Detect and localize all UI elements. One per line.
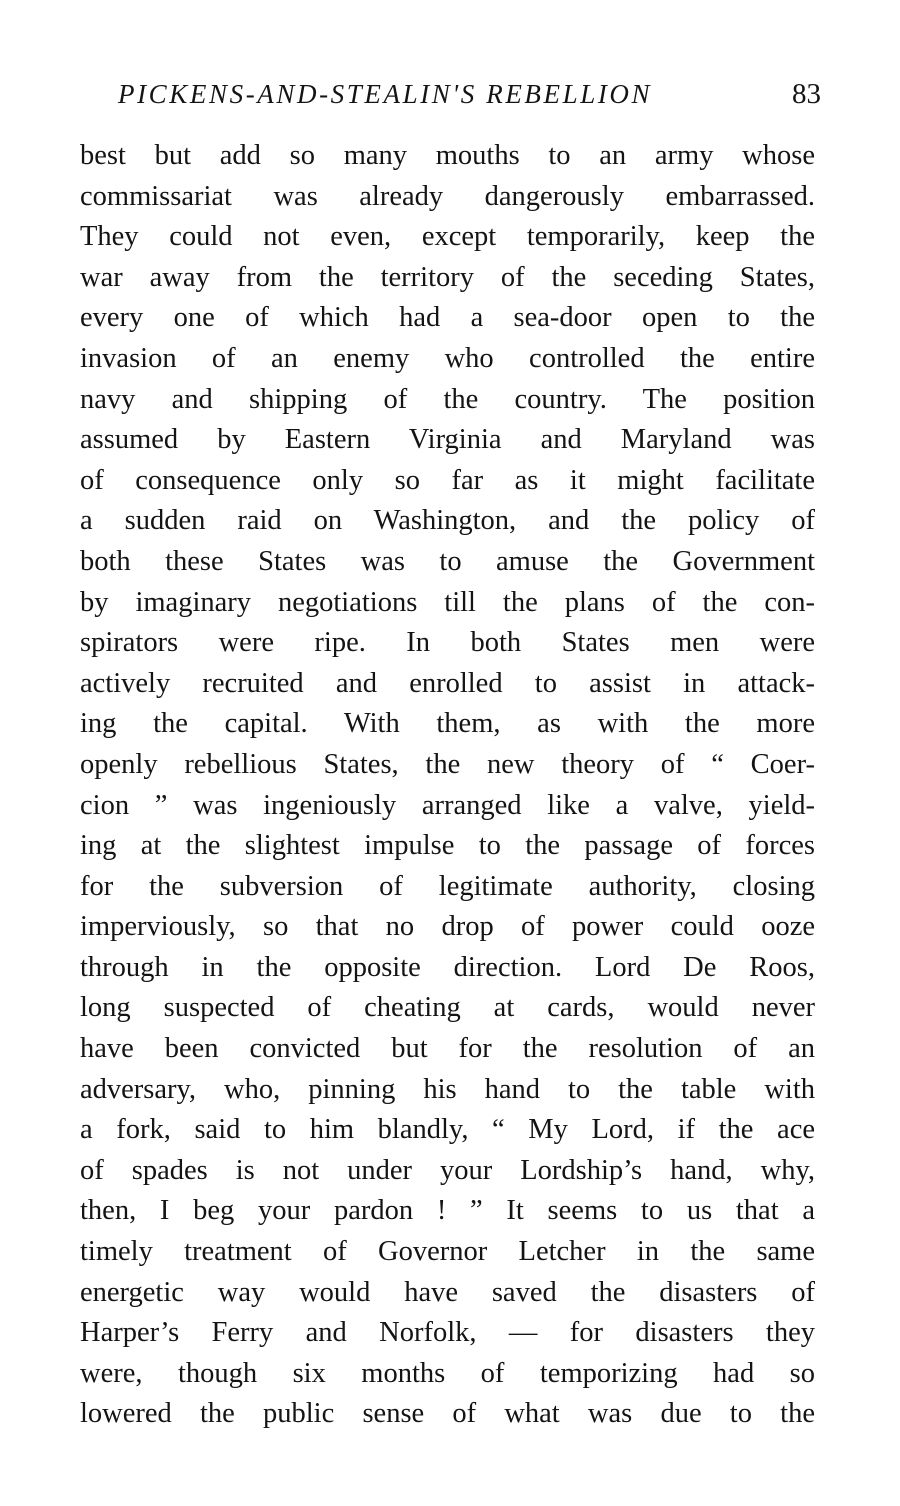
text-line: war away from the territory of the seceding States,	[80, 261, 815, 293]
text-line: a fork, said to him blandly, “ My Lord, if the ace	[80, 1114, 815, 1146]
text-line: by imaginary negotiations till the plans of the con-	[80, 586, 815, 618]
text-line: a sudden raid on Washington, and the policy of	[80, 505, 815, 537]
text-line: Harper’s Ferry and Norfolk, — for disasters they	[80, 1317, 815, 1349]
text-line: They could not even, except temporarily, keep the	[80, 221, 815, 253]
text-line: both these States was to amuse the Government	[80, 545, 815, 577]
text-line: spirators were ripe. In both States men were	[80, 627, 815, 659]
text-line: long suspected of cheating at cards, would never	[80, 992, 815, 1024]
text-line: invasion of an enemy who controlled the entire	[80, 342, 815, 374]
text-line: commissariat was already dangerously embarrassed.	[80, 180, 815, 212]
text-line: for the subversion of legitimate authority, closing	[80, 870, 815, 902]
text-line: every one of which had a sea-door open to the	[80, 302, 815, 334]
text-line: were, though six months of temporizing had so	[80, 1357, 815, 1389]
text-line: imperviously, so that no drop of power could ooze	[80, 911, 815, 943]
text-line: cion ” was ingeniously arranged like a valve, yield-	[80, 789, 815, 821]
text-line: assumed by Eastern Virginia and Maryland was	[80, 424, 815, 456]
text-line: actively recruited and enrolled to assist in attack-	[80, 667, 815, 699]
text-line: ing at the slightest impulse to the passage of forces	[80, 830, 815, 862]
text-line: lowered the public sense of what was due to the	[80, 1398, 815, 1430]
text-line: timely treatment of Governor Letcher in the same	[80, 1236, 815, 1268]
text-line: best but add so many mouths to an army whose	[80, 140, 815, 171]
text-line: ing the capital. With them, as with the more	[80, 708, 815, 740]
text-line: energetic way would have saved the disasters of	[80, 1276, 815, 1308]
running-title: PICKENS-AND-STEALIN'S REBELLION	[118, 79, 653, 109]
page-number: 83	[792, 78, 821, 110]
text-line: through in the opposite direction. Lord De Roos,	[80, 951, 815, 983]
body-text	[80, 136, 815, 1435]
text-line: then, I beg your pardon ! ” It seems to us that a	[80, 1195, 815, 1227]
text-line: navy and shipping of the country. The position	[80, 383, 815, 415]
text-line: have been convicted but for the resolution of an	[80, 1033, 815, 1065]
text-line: of consequence only so far as it might facilitate	[80, 464, 815, 496]
running-head	[118, 74, 821, 114]
text-line: adversary, who, pinning his hand to the table with	[80, 1073, 815, 1105]
text-line: openly rebellious States, the new theory of “ Coer-	[80, 748, 815, 780]
text-line: of spades is not under your Lordship’s hand, why,	[80, 1154, 815, 1186]
